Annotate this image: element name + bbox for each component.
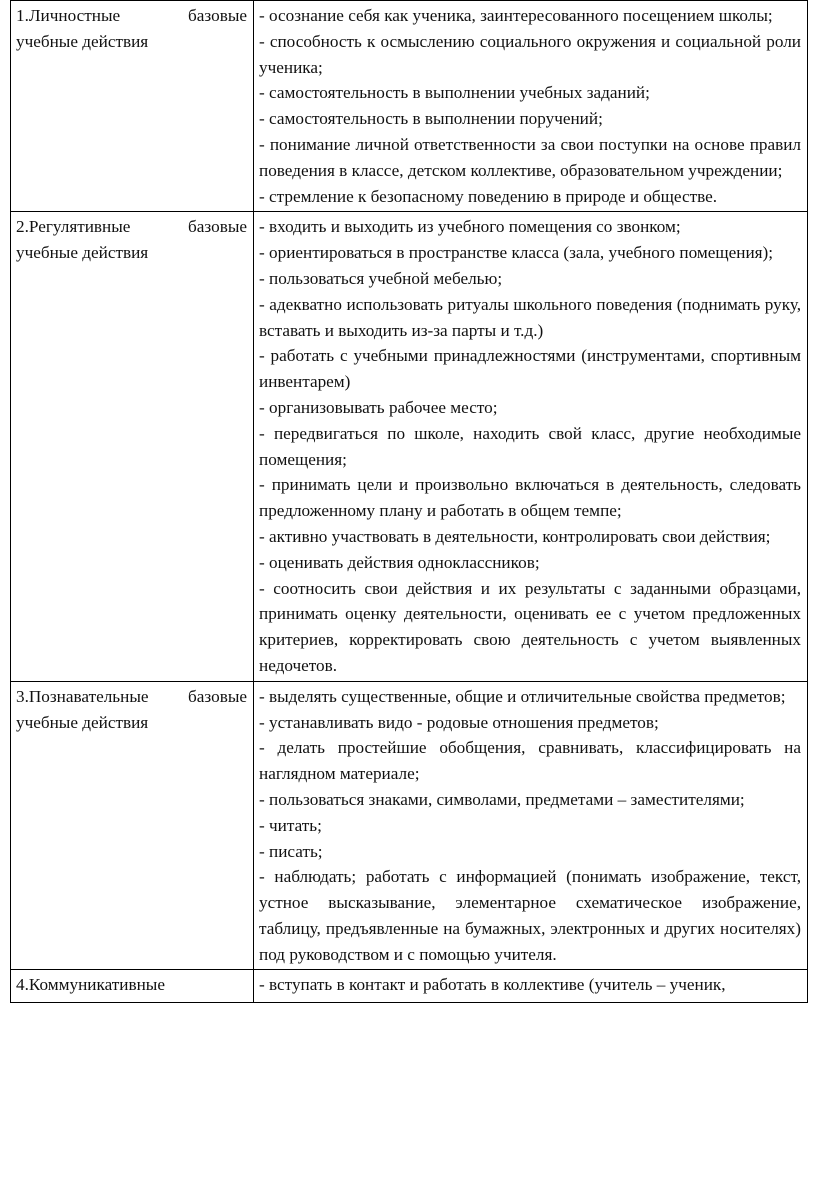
- list-item: - вступать в контакт и работать в коллективе (учитель – ученик,: [259, 975, 726, 995]
- list-item: - организовывать рабочее место;: [259, 397, 498, 417]
- list-item: - входить и выходить из учебного помещения со звонком;: [259, 217, 681, 237]
- list-item: - способность к осмыслению социального окружения и социальной роли ученика;: [259, 31, 801, 77]
- table-row: [11, 212, 808, 681]
- list-item: - пользоваться знаками, символами, предметами – заместителями;: [259, 789, 745, 809]
- actions-table: [10, 0, 808, 1003]
- list-item: - оценивать действия одноклассников;: [259, 552, 540, 572]
- category-label: 1.Личностные базовые учебные действия: [16, 6, 247, 51]
- list-item: - передвигаться по школе, находить свой класс, другие необходимые помещения;: [259, 423, 801, 469]
- list-item: - работать с учебными принадлежностями (инструментами, спортивным инвентарем): [259, 346, 801, 392]
- list-item: - ориентироваться в пространстве класса (зала, учебного помещения);: [259, 243, 774, 263]
- list-item: - понимание личной ответственности за свои поступки на основе правил поведения в классе, детском коллективе, образовательном учреждении;: [259, 134, 801, 180]
- table-row: [11, 1, 808, 212]
- category-cell: [11, 1, 254, 212]
- category-cell: [11, 681, 254, 970]
- list-item: - адекватно использовать ритуалы школьного поведения (поднимать руку, вставать и выходить из-за парты и т.д.): [259, 294, 801, 340]
- category-label: 4.Коммуникативные: [16, 975, 165, 995]
- list-item: - осознание себя как ученика, заинтересованного посещением школы;: [259, 6, 773, 25]
- items-cell: [254, 970, 808, 1003]
- list-item: - устанавливать видо - родовые отношения предметов;: [259, 712, 659, 732]
- list-item: - выделять существенные, общие и отличительные свойства предметов;: [259, 686, 786, 706]
- list-item: - пользоваться учебной мебелью;: [259, 268, 503, 288]
- list-item: - соотносить свои действия и их результаты с заданными образцами, принимать оценку деятельности, оценивать ее с учетом предложенных критериев, корректировать свою деятельность с учетом выявленных недочетов.: [259, 578, 801, 675]
- list-item: - активно участвовать в деятельности, контролировать свои действия;: [259, 526, 771, 546]
- items-cell: [254, 212, 808, 681]
- list-item: - самостоятельность в выполнении учебных заданий;: [259, 83, 650, 103]
- list-item: - стремление к безопасному поведению в природе и обществе.: [259, 186, 718, 206]
- list-item: - наблюдать; работать с информацией (понимать изображение, текст, устное высказывание, элементарное схематическое изображение, таблицу, предъявленные на бумажных, электронных и других носителях) под руководством и с помощью учителя.: [259, 867, 801, 964]
- list-item: - самостоятельность в выполнении поручений;: [259, 109, 603, 129]
- category-cell: [11, 970, 254, 1003]
- table-row: [11, 970, 808, 1003]
- list-item: - писать;: [259, 841, 323, 861]
- list-item: - читать;: [259, 815, 322, 835]
- category-label: 2.Регулятивные базовые учебные действия: [16, 217, 247, 263]
- table-row: [11, 681, 808, 970]
- items-cell: [254, 681, 808, 970]
- category-cell: [11, 212, 254, 681]
- category-label: 3.Познавательные базовые учебные действия: [16, 686, 247, 732]
- list-item: - делать простейшие обобщения, сравнивать, классифицировать на наглядном материале;: [259, 738, 801, 784]
- list-item: - принимать цели и произвольно включаться в деятельность, следовать предложенному плану и работать в общем темпе;: [259, 475, 801, 521]
- items-cell: [254, 1, 808, 212]
